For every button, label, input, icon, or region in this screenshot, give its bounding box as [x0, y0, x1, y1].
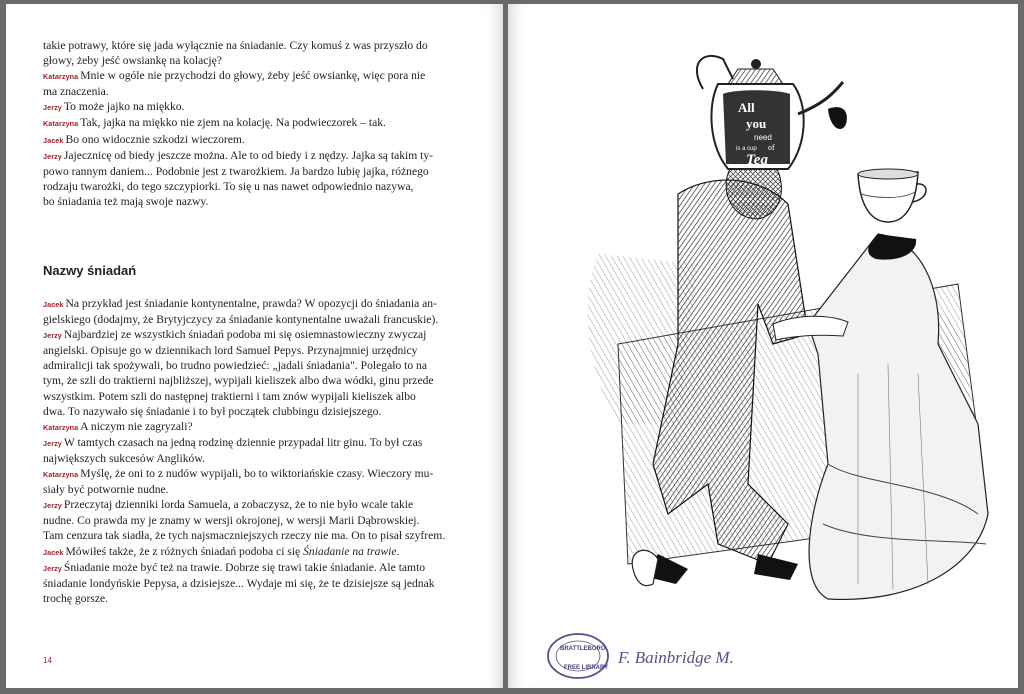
speaker-name: Jerzy	[43, 151, 62, 161]
speaker-name: Jerzy	[43, 438, 62, 448]
teapot-text-all: All	[738, 100, 755, 115]
text-line	[43, 99, 435, 115]
line-text: Mnie w ogóle nie przychodzi do głowy, żeby jeść owsiankę, więc pora nie	[80, 69, 426, 83]
text-line	[43, 312, 439, 327]
teapot-text-need: need	[754, 133, 772, 142]
text-line	[43, 404, 435, 419]
teapot-text-cup: is a cup	[736, 146, 757, 152]
teacup-head	[858, 169, 926, 222]
fallen-cup	[632, 550, 658, 585]
left-page	[6, 4, 503, 688]
line-text: nudne. Co prawda my je znamy w wersji okrojonej, w wersji Marii Dąbrowskiej.	[43, 514, 420, 528]
line-text: admiralicji tak spożywali, bo trudno powiedzieć: „jadali śniadania". Polegało to na	[43, 359, 427, 373]
text-line	[43, 419, 435, 435]
text-line	[43, 343, 435, 358]
text-line	[43, 194, 435, 209]
text-line	[43, 497, 435, 513]
speaker-name: Jerzy	[43, 563, 62, 573]
text-line	[43, 358, 435, 373]
speaker-name: Jerzy	[43, 501, 62, 511]
dialogue-block-1	[43, 38, 435, 209]
line-text: największych sukcesów Anglików.	[43, 451, 205, 465]
teapot-text-tea: Tea	[746, 152, 768, 168]
line-text: Tam cenzura tak siadła, że tych najsmaczniejszych rzeczy nie ma. On to pisał szyfrem.	[43, 529, 446, 543]
woman-figure	[808, 234, 988, 599]
text-line	[43, 435, 435, 451]
line-text: Mówiłeś także, że z różnych śniadań podoba ci się	[65, 544, 304, 558]
engraving-illustration	[558, 44, 998, 664]
line-text: trochę gorsze.	[43, 591, 109, 605]
text-line	[43, 576, 435, 591]
line-text: ma znaczenia.	[43, 85, 109, 99]
line-text: tym, że szli do traktierni najbliższej, wypijali kieliszek albo dwa wódki, ginu przede	[43, 374, 434, 388]
line-text: śniadanie londyńskie Pepysa, a dzisiejsze... Wydaje mi się, że te dzisiejsze są jednak	[43, 576, 435, 590]
stamp-line-1: BRATTLEBORO	[560, 646, 606, 652]
line-text: wszystkim. Potem szli do następnej traktierni i tam znów wypijali kieliszek albo	[43, 389, 416, 403]
text-line	[43, 466, 435, 482]
line-text: takie potrawy, które się jada wyłącznie na śniadanie. Czy komuś z was przyszło do	[43, 39, 428, 52]
line-text: Śniadanie może być też na trawie. Dobrze się trawi takie śniadanie. Ale tamto	[63, 560, 426, 574]
line-text: W tamtych czasach na jedną rodzinę dziennie przypadał litr ginu. To był czas	[63, 435, 423, 449]
speaker-name: Jacek	[43, 135, 64, 145]
text-line	[43, 389, 435, 404]
text-line	[43, 528, 446, 543]
speaker-name: Jerzy	[43, 331, 62, 341]
text-line	[43, 544, 435, 560]
stamp-line-2: FREE LIBRARY	[564, 665, 609, 671]
italic-title: Śniadanie na trawie	[303, 544, 397, 558]
text-line	[43, 148, 435, 164]
line-text: angielski. Opisuje go w dziennikach lord Samuel Pepys. Przynajmniej urzędnicy	[43, 344, 418, 358]
dialogue-block-2	[43, 296, 446, 606]
text-line	[43, 560, 435, 576]
text-line	[43, 373, 435, 388]
line-text: rodzaju twarożki, do tego szczypiorki. To się u nas nawet odpowiednio nazywa,	[43, 179, 414, 193]
text-line	[43, 451, 435, 466]
speaker-name: Jerzy	[43, 103, 62, 113]
section-heading: Nazwy śniadań	[43, 263, 137, 278]
right-page	[508, 4, 1018, 688]
text-line	[43, 38, 435, 53]
teapot-head	[697, 56, 843, 169]
text-line	[43, 164, 435, 179]
signature: F. Bainbridge M.	[618, 648, 734, 667]
line-text: Przeczytaj dzienniki lorda Samuela, a zobaczysz, że to nie było wcale takie	[63, 498, 414, 512]
text-line	[43, 179, 435, 194]
line-text: Myślę, że oni to z nudów wypijali, bo to wiktoriańskie czasy. Wieczory mu-	[80, 467, 434, 481]
line-text: Bo ono widocznie szkodzi wieczorem.	[65, 132, 245, 146]
text-line	[43, 84, 435, 99]
line-text: dwa. To nazywało się śniadanie i to był początek clubbingu dzisiejszego.	[43, 404, 382, 418]
text-line	[43, 591, 435, 606]
line-text: gielskiego (dodajmy, że Brytyjczycy za śniadanie kontynentalne uważali francuskie).	[43, 313, 439, 327]
speaker-name: Katarzyna	[43, 470, 79, 480]
text-line	[43, 513, 435, 528]
line-text: Jajecznicę od biedy jeszcze można. Ale to od biedy i z nędzy. Jajka są takim ty-	[63, 148, 434, 162]
library-stamp	[538, 629, 768, 684]
text-line	[43, 482, 435, 497]
text-line	[43, 327, 435, 343]
line-text: To może jajko na miękko.	[63, 100, 185, 114]
line-text-after: .	[396, 544, 400, 558]
speaker-name: Jacek	[43, 300, 64, 309]
line-text: Na przykład jest śniadanie kontynentalne, prawda? W opozycji do śniadania an-	[65, 297, 437, 310]
teapot-text-you: you	[746, 116, 767, 131]
text-line	[43, 132, 435, 148]
teapot-text-of: of	[768, 143, 775, 152]
page-number: 14	[43, 656, 52, 665]
text-line	[43, 115, 435, 131]
line-text: głowy, żeby jeść owsiankę na kolację?	[43, 54, 222, 68]
speaker-name: Katarzyna	[43, 422, 79, 432]
tea-drop	[828, 107, 847, 129]
line-text: A niczym nie zagryzali?	[80, 419, 193, 433]
line-text: siały być potwornie nudne.	[43, 483, 169, 497]
text-line	[43, 296, 435, 312]
text-line	[43, 53, 435, 68]
line-text: bo śniadania też mają swoje nazwy.	[43, 194, 209, 208]
speaker-name: Katarzyna	[43, 72, 79, 82]
line-text: powo rannym daniem... Podobnie jest z twarożkiem. Ja bardzo lubię jajka, różnego	[43, 164, 429, 178]
speaker-name: Jacek	[43, 547, 64, 557]
text-line	[43, 68, 435, 84]
speaker-name: Katarzyna	[43, 119, 79, 129]
line-text: Tak, jajka na miękko nie zjem na kolację. Na podwieczorek – tak.	[80, 116, 386, 130]
line-text: Najbardziej ze wszystkich śniadań podoba mi się osiemnastowieczny zwyczaj	[63, 328, 427, 342]
